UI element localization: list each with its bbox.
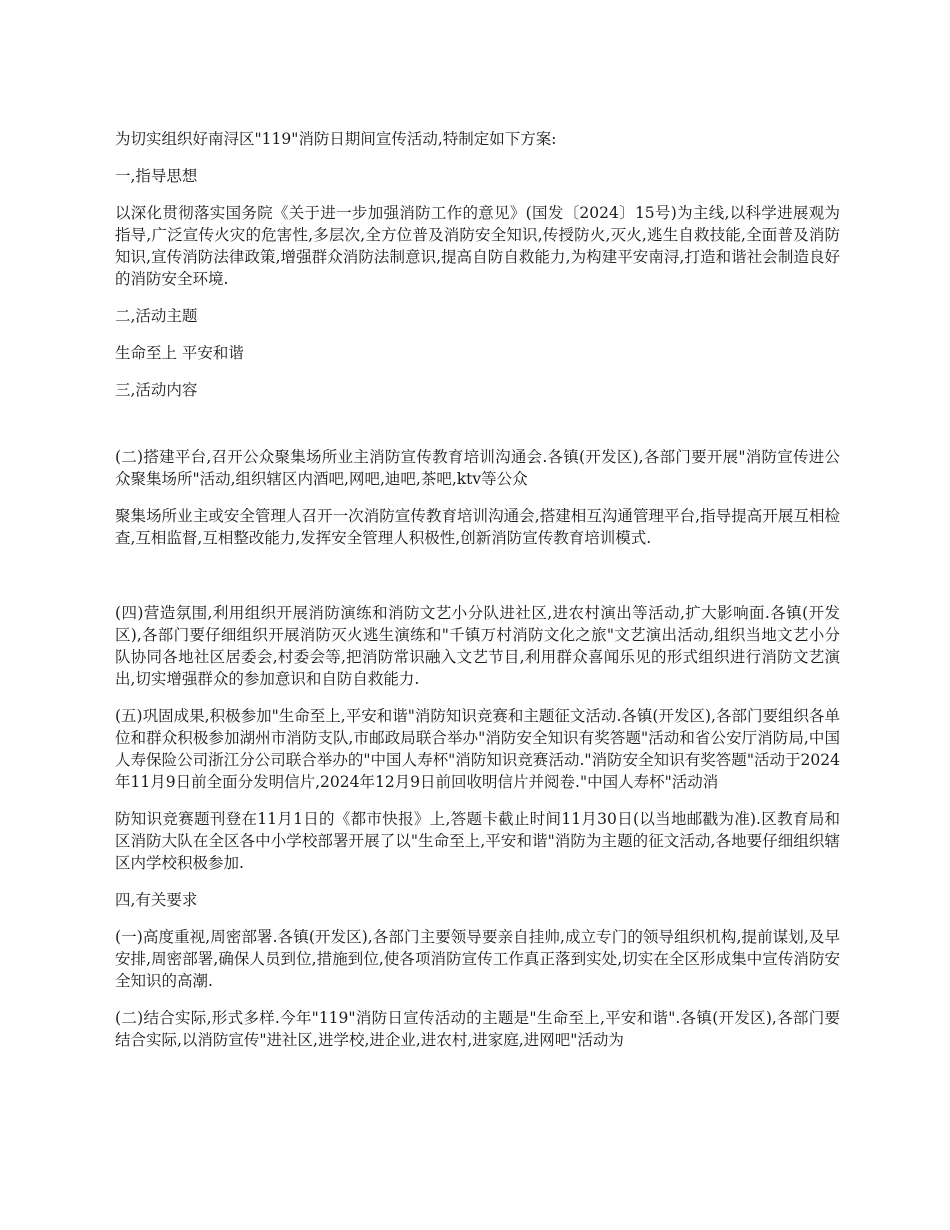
section-heading-activity-content: 三,活动内容 — [115, 381, 198, 399]
blank-gap — [115, 416, 840, 446]
activity-theme-paragraph: 生命至上 平安和谐 — [115, 344, 244, 362]
content-item-4-paragraph: (四)营造氛围,利用组织开展消防演练和消防文艺小分队进社区,进农村演出等活动,扩大影响面.各镇(开发区),各部门要仔细组织开展消防灭火逃生演练和"千镇万村消防文化之旅"文艺演出活动,组织当地文艺小分队协同各地社区居委会,村委会等,把消防常识融入文艺节目,利用群众喜闻乐见的形式组织进行消防文艺演出,切实增强群众的参加意识和自防自救能力. — [115, 604, 840, 688]
section-heading-requirements: 四,有关要求 — [115, 891, 198, 909]
blank-gap — [115, 564, 840, 602]
content-item-5-paragraph: (五)巩固成果,积极参加"生命至上,平安和谐"消防知识竞赛和主题征文活动.各镇(开发区),各部门要组织各单位和群众积极参加湖州市消防支队,市邮政局联合举办"消防安全知识有奖答题"活动和省公安厅消防局,中国人寿保险公司浙江分公司联合举办的"中国人寿杯"消防知识竞赛活动."消防安全知识有奖答题"活动于2024年11月9日前全面分发明信片,2024年12月9日前回收明信片并阅卷."中国人寿杯"活动消 — [115, 707, 840, 791]
content-item-5-continued-paragraph: 防知识竞赛题刊登在11月1日的《都市快报》上,答题卡截止时间11月30日(以当地邮戳为准).区教育局和区消防大队在全区各中小学校部署开展了以"生命至上,平安和谐"消防为主题的征文活动,各地要仔细组织辖区内学校积极参加. — [115, 810, 840, 872]
guiding-thought-paragraph: 以深化贯彻落实国务院《关于进一步加强消防工作的意见》(国发〔2024〕15号)为主线,以科学进展观为指导,广泛宣传火灾的危害性,多层次,全方位普及消防安全知识,传授防火,灭火,逃生自救技能,全面普及消防知识,宣传消防法律政策,增强群众消防法制意识,提高自防自救能力,为构建平安南浔,打造和谐社会制造良好的消防安全环境. — [115, 204, 840, 288]
requirement-1-paragraph: (一)高度重视,周密部署.各镇(开发区),各部门主要领导要亲自挂帅,成立专门的领导组织机构,提前谋划,及早安排,周密部署,确保人员到位,措施到位,使各项消防宣传工作真正落到实处,切实在全区形成集中宣传消防安全知识的高潮. — [115, 928, 840, 990]
content-item-2-paragraph: (二)搭建平台,召开公众聚集场所业主消防宣传教育培训沟通会.各镇(开发区),各部门要开展"消防宣传进公众聚集场所"活动,组织辖区内酒吧,网吧,迪吧,茶吧,ktv等公众 — [115, 448, 840, 488]
requirement-2-paragraph: (二)结合实际,形式多样.今年"119"消防日宣传活动的主题是"生命至上,平安和谐".各镇(开发区),各部门要结合实际,以消防宣传"进社区,进学校,进企业,进农村,进家庭,进网吧"活动为 — [115, 1009, 840, 1049]
content-item-2-continued-paragraph: 聚集场所业主或安全管理人召开一次消防宣传教育培训沟通会,搭建相互沟通管理平台,指导提高开展互相检查,互相监督,互相整改能力,发挥安全管理人积极性,创新消防宣传教育培训模式. — [115, 507, 840, 547]
intro-paragraph: 为切实组织好南浔区"119"消防日期间宣传活动,特制定如下方案: — [115, 130, 557, 148]
section-heading-guiding-thought: 一,指导思想 — [115, 167, 198, 185]
document-page — [115, 128, 840, 1066]
section-heading-activity-theme: 二,活动主题 — [115, 307, 198, 325]
